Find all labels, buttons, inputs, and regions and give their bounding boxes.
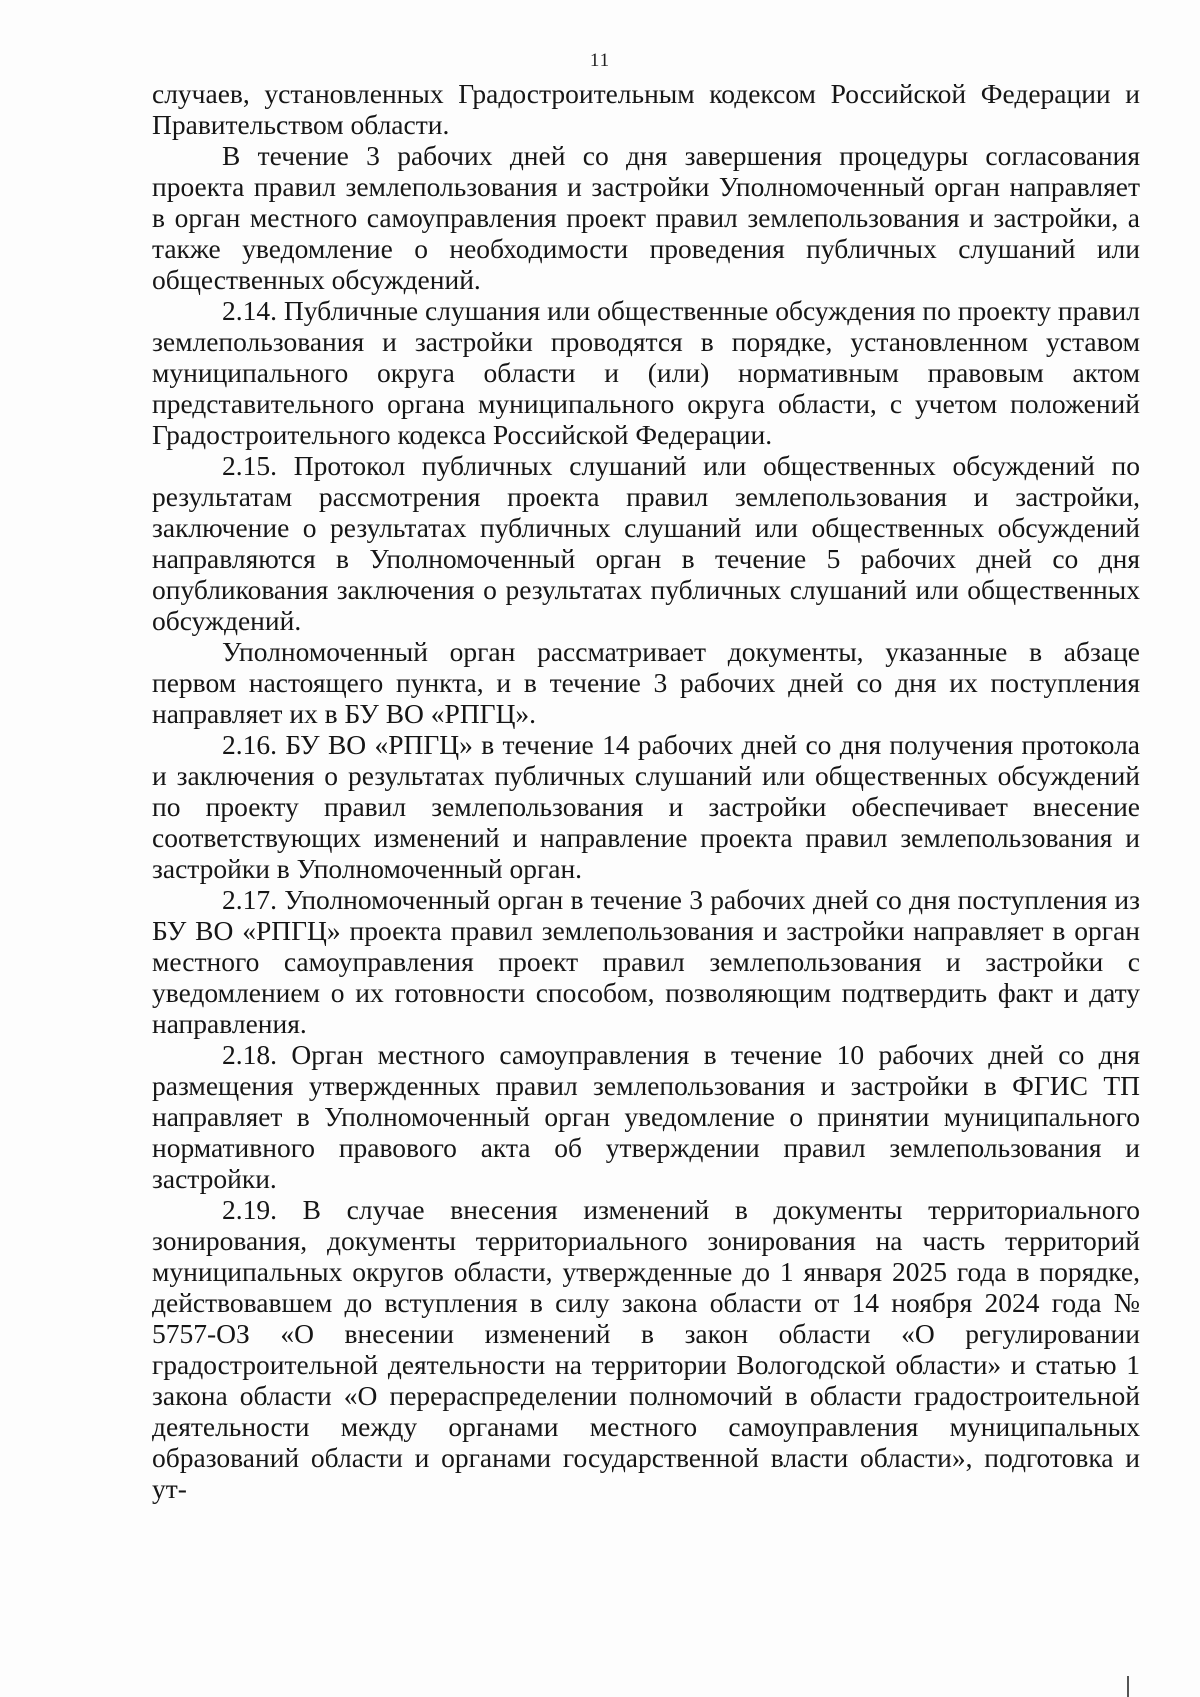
- clause-2-18: 2.18. Орган местного самоуправления в течение 10 рабочих дней со дня размещения утвержденных правил землепользования и застройки в ФГИС ТП направляет в Уполномоченный орган уведомление о принятии муниципального нормативного правового акта об утверждении правил землепользования и застройки.: [152, 1039, 1140, 1194]
- page-number: 11: [589, 50, 611, 71]
- paragraph-continuation: случаев, установленных Градостроительным кодексом Российской Федерации и Правительством области.: [152, 78, 1140, 140]
- clause-2-16: 2.16. БУ ВО «РПГЦ» в течение 14 рабочих дней со дня получения протокола и заключения о результатах публичных слушаний или общественных обсуждений по проекту правил землепользования и застройки обеспечивает внесение соответствующих изменений и направление проекта правил землепользования и застройки в Уполномоченный орган.: [152, 729, 1140, 884]
- clause-2-14: 2.14. Публичные слушания или общественные обсуждения по проекту правил землепользования и застройки проводятся в порядке, установленном уставом муниципального округа области и (или) нормативным правовым актом представительного органа муниципального округа области, с учетом положений Градостроительного кодекса Российской Федерации.: [152, 295, 1140, 450]
- paragraph: В течение 3 рабочих дней со дня завершения процедуры согласования проекта правил землепользования и застройки Уполномоченный орган направляет в орган местного самоуправления проект правил землепользования и застройки, а также уведомление о необходимости проведения публичных слушаний или общественных обсуждений.: [152, 140, 1140, 295]
- document-body: [152, 78, 1140, 1504]
- scan-artifact-mark: [1127, 1676, 1129, 1697]
- clause-2-17: 2.17. Уполномоченный орган в течение 3 рабочих дней со дня поступления из БУ ВО «РПГЦ» проекта правил землепользования и застройки направляет в орган местного самоуправления проект правил землепользования и застройки с уведомлением о их готовности способом, позволяющим подтвердить факт и дату направления.: [152, 884, 1140, 1039]
- clause-2-15: 2.15. Протокол публичных слушаний или общественных обсуждений по результатам рассмотрения проекта правил землепользования и застройки, заключение о результатах публичных слушаний или общественных обсуждений направляются в Уполномоченный орган в течение 5 рабочих дней со дня опубликования заключения о результатах публичных слушаний или общественных обсуждений.: [152, 450, 1140, 636]
- clause-2-19: 2.19. В случае внесения изменений в документы территориального зонирования, документы территориального зонирования на часть территорий муниципальных округов области, утвержденные до 1 января 2025 года в порядке, действовавшем до вступления в силу закона области от 14 ноября 2024 года № 5757-ОЗ «О внесении изменений в закон области «О регулировании градостроительной деятельности на территории Вологодской области» и статью 1 закона области «О перераспределении полномочий в области градостроительной деятельности между органами местного самоуправления муниципальных образований области и органами государственной власти области», подготовка и ут-: [152, 1194, 1140, 1504]
- paragraph: Уполномоченный орган рассматривает документы, указанные в абзаце первом настоящего пункта, и в течение 3 рабочих дней со дня их поступления направляет их в БУ ВО «РПГЦ».: [152, 636, 1140, 729]
